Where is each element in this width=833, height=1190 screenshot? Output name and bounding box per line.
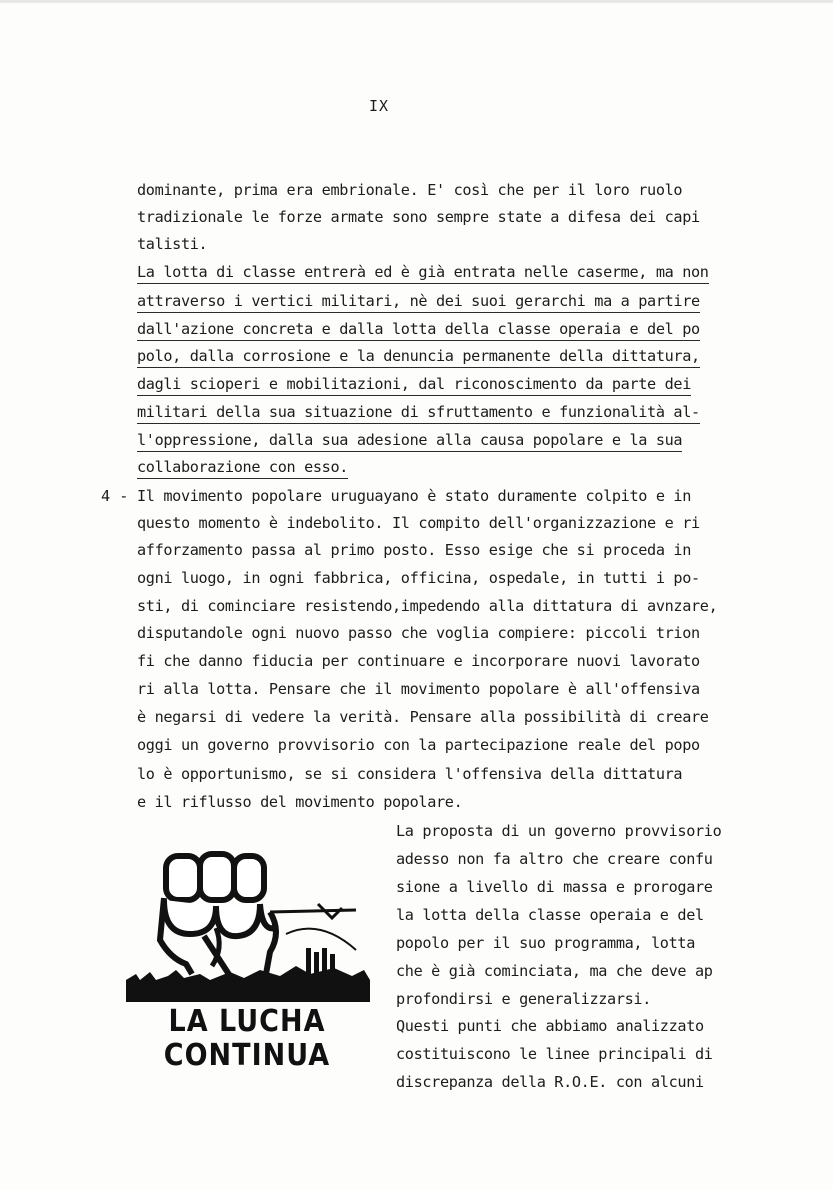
underlined-line: attraverso i vertici militari, nè dei suoi gerarchi ma a partire xyxy=(137,292,700,313)
item4-line: è negarsi di vedere la verità. Pensare alla possibilità di creare xyxy=(137,708,709,726)
underlined-line: collaborazione con esso. xyxy=(137,458,348,479)
right-column-line: profondirsi e generalizzarsi. xyxy=(396,990,652,1008)
item4-line: Il movimento popolare uruguayano è stato duramente colpito e in xyxy=(137,487,692,505)
item4-line: fi che danno fiducia per continuare e incorporare nuovi lavorato xyxy=(137,652,700,670)
raised-fist-factory-icon xyxy=(120,848,380,1008)
la-lucha-continua-logo xyxy=(120,848,380,1078)
underlined-line: l'oppressione, dalla sua adesione alla causa popolare e la sua xyxy=(137,431,682,452)
logo-text-line1: LA LUCHA xyxy=(168,1004,326,1039)
item-number: 4 - xyxy=(101,487,129,505)
underlined-line: militari della sua situazione di sfruttamento e funzionalità al- xyxy=(137,403,700,424)
right-column-line: Questi punti che abbiamo analizzato xyxy=(396,1017,704,1035)
item4-line: e il riflusso del movimento popolare. xyxy=(137,793,463,811)
underlined-line: La lotta di classe entrerà ed è già entrata nelle caserme, ma non xyxy=(137,263,709,284)
item4-line: oggi un governo provvisorio con la partecipazione reale del popo xyxy=(137,736,700,754)
page-top-edge xyxy=(0,0,833,3)
item4-line: ogni luogo, in ogni fabbrica, officina, ospedale, in tutti i po- xyxy=(137,569,700,587)
right-column-line: la lotta della classe operaia e del xyxy=(396,906,704,924)
page-number: IX xyxy=(369,97,390,115)
item4-line: lo è opportunismo, se si considera l'offensiva della dittatura xyxy=(137,765,683,783)
right-column-line: che è già cominciata, ma che deve ap xyxy=(396,962,713,980)
right-column-line: discrepanza della R.O.E. con alcuni xyxy=(396,1073,704,1091)
right-column-line: La proposta di un governo provvisorio xyxy=(396,822,722,840)
underlined-line: dall'azione concreta e dalla lotta della classe operaia e del po xyxy=(137,320,700,341)
underlined-line: polo, dalla corrosione e la denuncia permanente della dittatura, xyxy=(137,347,700,368)
right-column-line: sione a livello di massa e prorogare xyxy=(396,878,713,896)
paragraph1-line: tradizionale le forze armate sono sempre state a difesa dei capi xyxy=(137,208,700,226)
item4-line: ri alla lotta. Pensare che il movimento popolare è all'offensiva xyxy=(137,680,700,698)
logo-text-line2: CONTINUA xyxy=(163,1038,331,1073)
item4-line: afforzamento passa al primo posto. Esso esige che si proceda in xyxy=(137,541,692,559)
paragraph1-line: dominante, prima era embrionale. E' così che per il loro ruolo xyxy=(137,181,683,199)
right-column-line: costituiscono le linee principali di xyxy=(396,1045,713,1063)
item4-line: questo momento è indebolito. Il compito dell'organizzazione e ri xyxy=(137,514,700,532)
right-column-line: popolo per il suo programma, lotta xyxy=(396,934,695,952)
item4-line: disputandole ogni nuovo passo che voglia compiere: piccoli trion xyxy=(137,624,700,642)
right-column-line: adesso non fa altro che creare confu xyxy=(396,850,713,868)
item4-line: sti, di cominciare resistendo,impedendo alla dittatura di avnzare, xyxy=(137,597,718,615)
paragraph1-line: talisti. xyxy=(137,235,208,253)
underlined-line: dagli scioperi e mobilitazioni, dal riconoscimento da parte dei xyxy=(137,375,691,396)
